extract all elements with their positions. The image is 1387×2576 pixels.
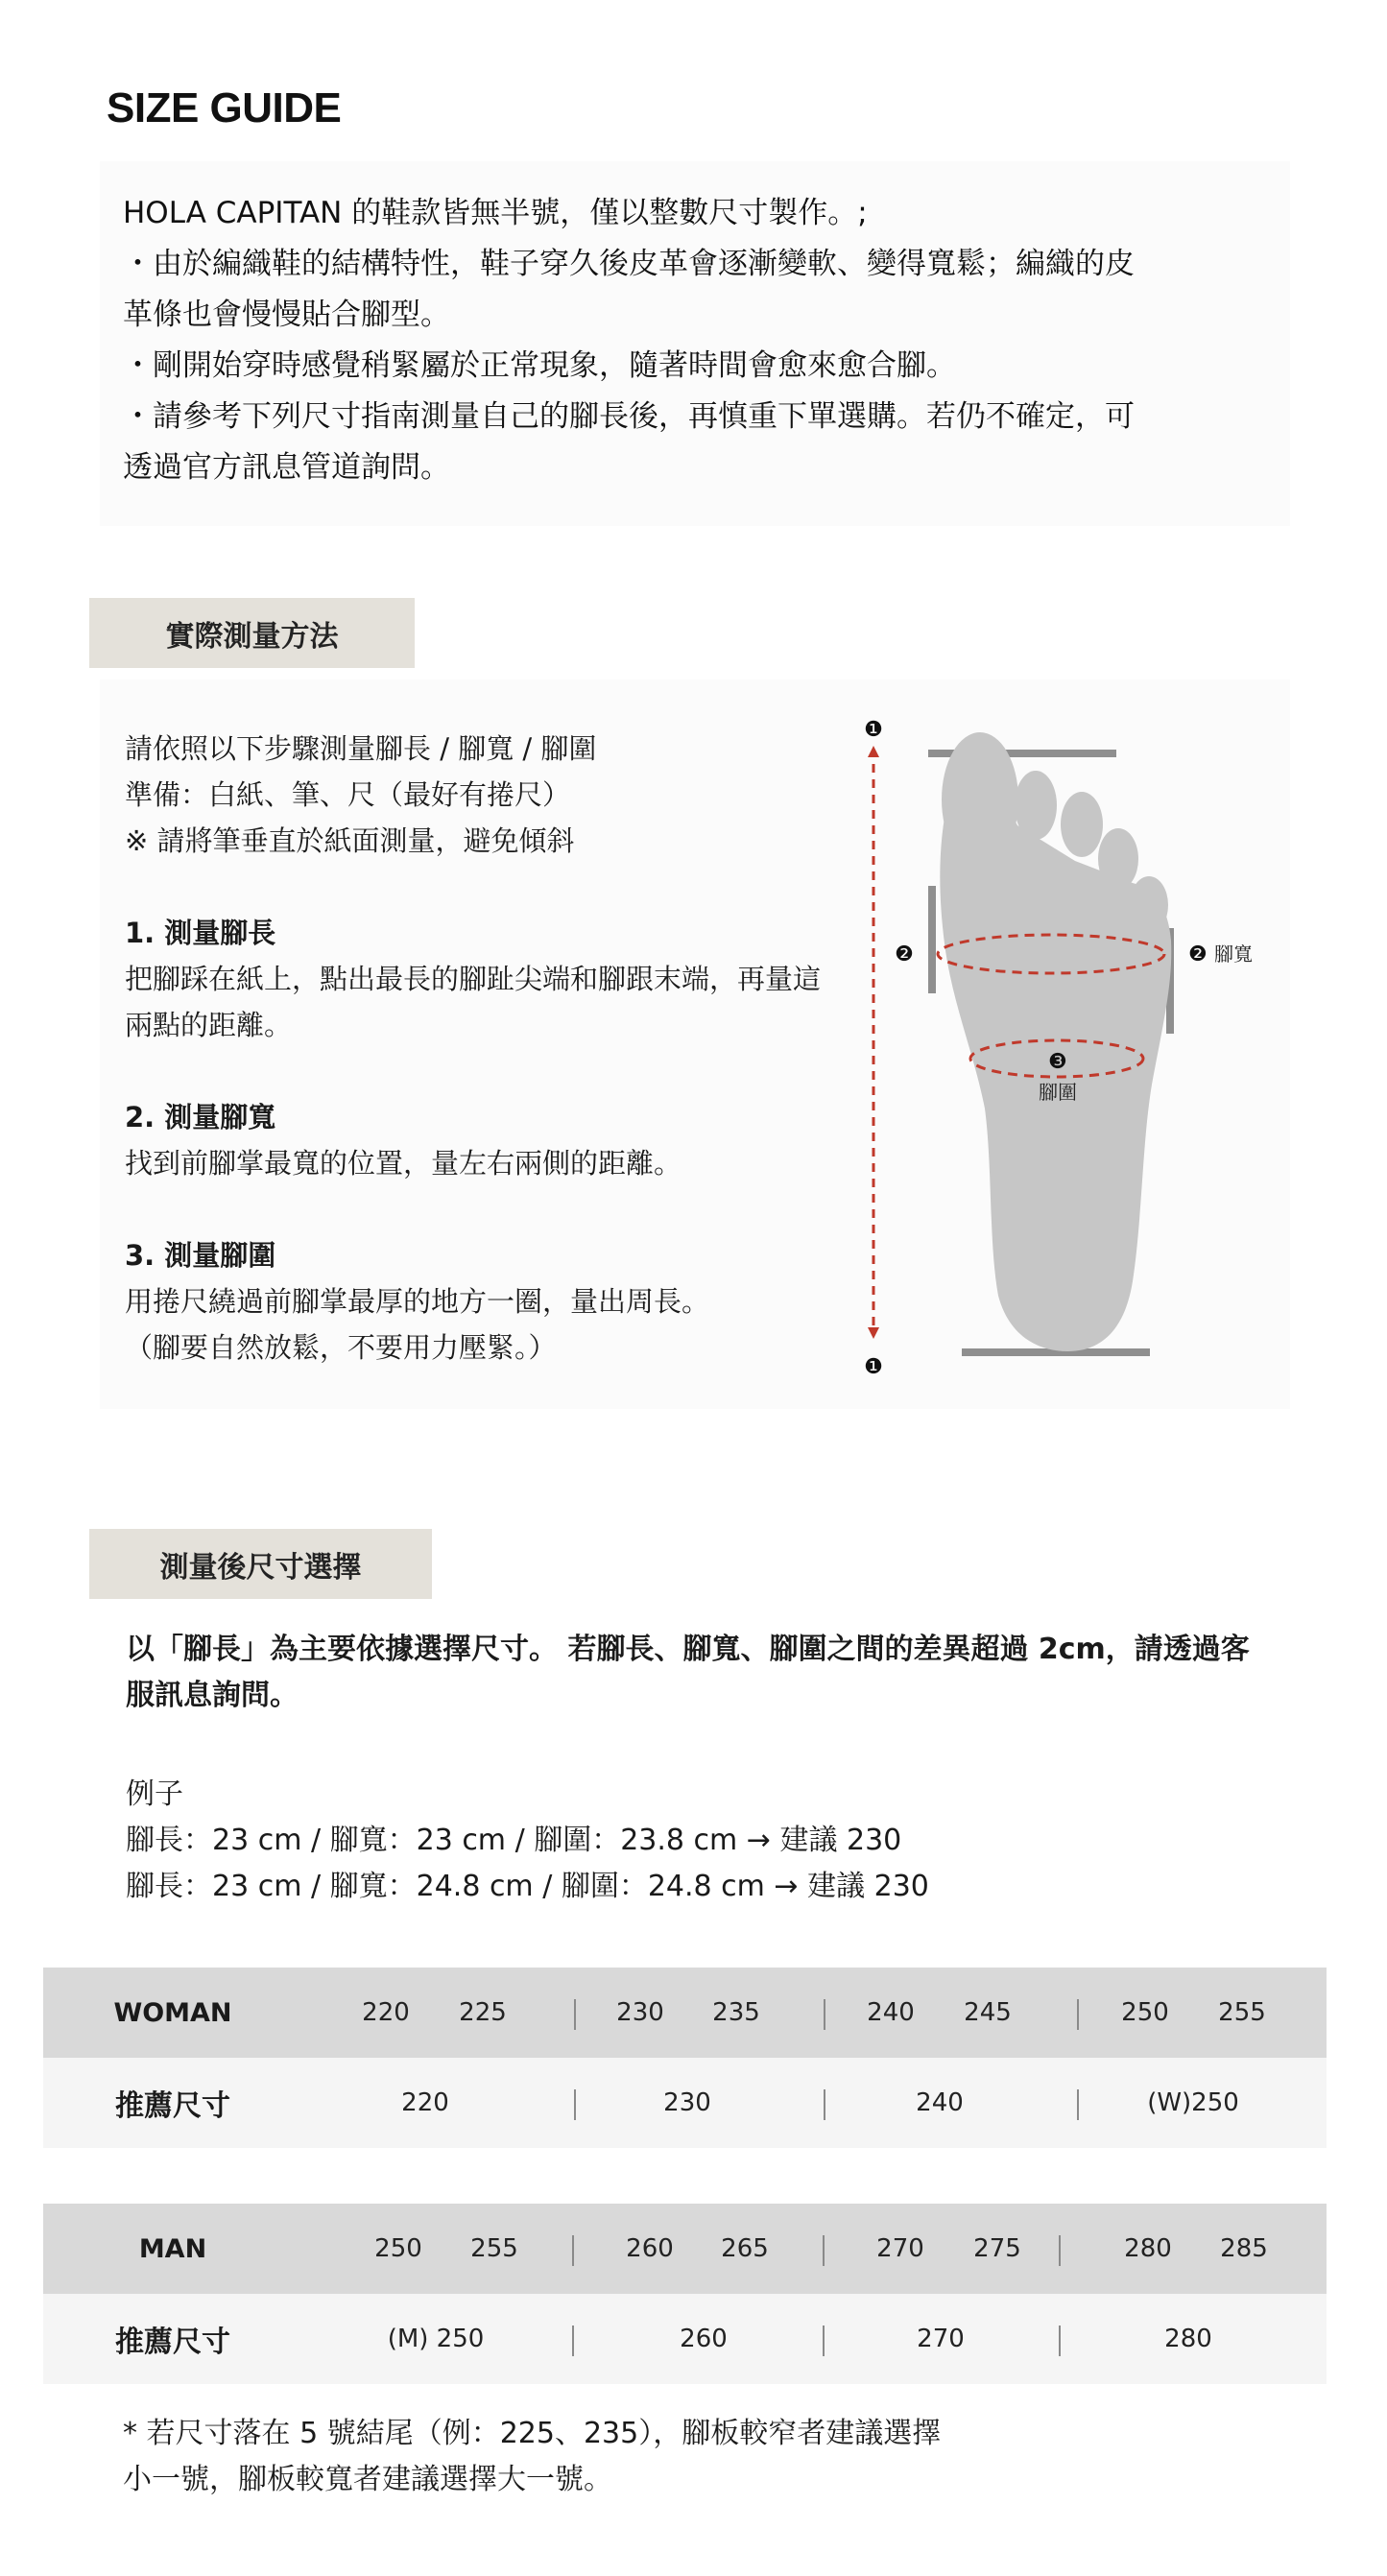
column-divider [1077, 1999, 1079, 2030]
man-header-label: MAN [138, 2233, 207, 2264]
example-line: 腳長：23 cm / 腳寬：24.8 cm / 腳圍：24.8 cm → 建議 230 [126, 1870, 929, 1903]
measure-line: ※ 請將筆垂直於紙面測量，避免傾斜 [125, 824, 575, 857]
selection-rule-line: 服訊息詢問。 [126, 1679, 299, 1712]
measure-line [125, 864, 893, 910]
column-divider [572, 2326, 574, 2356]
woman-recommended-cell: (W)250 [1147, 2088, 1239, 2117]
man-recommended-label: 推薦尺寸 [115, 2326, 230, 2359]
column-divider [824, 1999, 825, 2030]
woman-size-cell: 240 [867, 1998, 915, 2027]
intro-text [123, 188, 1255, 493]
woman-recommended-cell: 220 [401, 2088, 449, 2117]
measure-line: 準備：白紙、筆、尺（最好有捲尺） [125, 778, 571, 811]
size-note [123, 2411, 941, 2503]
girth-label: 腳圍 [1039, 1081, 1077, 1104]
woman-size-table [43, 1968, 1327, 2148]
man-size-cell: 280 [1124, 2234, 1172, 2263]
column-divider [823, 2235, 825, 2266]
column-divider [572, 2235, 574, 2266]
man-recommended-cell: 270 [917, 2325, 965, 2353]
examples-heading: 例子 [126, 1777, 183, 1811]
man-size-cell: 260 [626, 2234, 674, 2263]
column-divider [823, 2326, 825, 2356]
measure-step-heading: 2. 測量腳寬 [125, 1101, 276, 1133]
column-divider [574, 2089, 576, 2120]
length-marker-bottom: ❶ [864, 1355, 883, 1379]
man-size-cell: 265 [721, 2234, 769, 2263]
section-tab-measurement: 實際測量方法 [89, 598, 415, 668]
column-divider [824, 2089, 825, 2120]
measure-line: 兩點的距離。 [125, 1009, 293, 1041]
measure-line: （腳要自然放鬆，不要用力壓緊。） [125, 1331, 557, 1364]
man-size-table [43, 2204, 1327, 2384]
measure-line: 請依照以下步驟測量腳長 / 腳寬 / 腳圍 [125, 732, 597, 765]
man-recommended-cell: 260 [680, 2325, 728, 2353]
examples-block [126, 1772, 929, 1910]
woman-size-cell: 250 [1121, 1998, 1169, 2027]
measure-step-heading: 1. 測量腳長 [125, 917, 276, 949]
size-selection-intro [126, 1627, 1297, 1719]
intro-line: 透過官方訊息管道詢問。 [123, 450, 450, 485]
note-line: * 若尺寸落在 5 號結尾（例：225、235），腳板較窄者建議選擇 [123, 2417, 942, 2450]
measure-line: 用捲尺繞過前腳掌最厚的地方一圈，量出周長。 [125, 1285, 710, 1318]
foot-measurement-diagram [845, 705, 1286, 1387]
man-size-cell: 275 [973, 2234, 1021, 2263]
man-recommended-row [43, 2294, 1327, 2384]
woman-size-header-row [43, 1968, 1327, 2058]
intro-line: HOLA CAPITAN 的鞋款皆無半號，僅以整數尺寸製作。; [123, 196, 868, 230]
woman-recommended-cell: 240 [916, 2088, 964, 2117]
measure-line [125, 1048, 893, 1094]
woman-recommended-label: 推薦尺寸 [115, 2089, 230, 2123]
man-size-cell: 285 [1220, 2234, 1268, 2263]
measurement-instructions [125, 726, 893, 1371]
man-recommended-cell: 280 [1164, 2325, 1212, 2353]
man-size-cell: 255 [470, 2234, 518, 2263]
foot-sole-shape [940, 732, 1171, 1351]
column-divider [1059, 2326, 1061, 2356]
woman-size-cell: 220 [362, 1998, 410, 2027]
intro-line: 革條也會慢慢貼合腳型。 [123, 298, 450, 332]
example-line: 腳長：23 cm / 腳寬：23 cm / 腳圍：23.8 cm → 建議 230 [126, 1824, 902, 1857]
length-arrow-up [868, 746, 879, 757]
man-size-cell: 250 [374, 2234, 422, 2263]
man-size-header-row [43, 2204, 1327, 2294]
width-left-bar [928, 886, 936, 993]
woman-recommended-cell: 230 [663, 2088, 711, 2117]
width-marker-right: ❷ [1188, 942, 1208, 966]
width-marker-left: ❷ [895, 942, 914, 966]
measure-line: 把腳踩在紙上，點出最長的腳趾尖端和腳跟末端，再量這 [125, 963, 822, 995]
page-title: SIZE GUIDE [107, 84, 342, 131]
length-arrow-down [868, 1327, 879, 1339]
woman-recommended-row [43, 2058, 1327, 2148]
man-size-cell: 270 [876, 2234, 924, 2263]
intro-line: ・剛開始穿時感覺稍緊屬於正常現象，隨著時間會愈來愈合腳。 [123, 348, 956, 383]
intro-line: ・請參考下列尺寸指南測量自己的腳長後，再慎重下單選購。若仍不確定，可 [123, 399, 1135, 434]
length-marker-top: ❶ [864, 718, 883, 742]
man-recommended-cell: (M) 250 [387, 2325, 485, 2353]
measure-line: 找到前腳掌最寬的位置，量左右兩側的距離。 [125, 1147, 682, 1180]
intro-line: ・由於編織鞋的結構特性，鞋子穿久後皮革會逐漸變軟、變得寬鬆；編織的皮 [123, 247, 1135, 281]
column-divider [1059, 2235, 1061, 2266]
section-tab-size-selection: 測量後尺寸選擇 [89, 1529, 432, 1599]
measure-line [125, 1186, 893, 1232]
column-divider [1077, 2089, 1079, 2120]
note-line: 小一號，腳板較寬者建議選擇大一號。 [123, 2463, 612, 2496]
woman-size-cell: 245 [964, 1998, 1012, 2027]
woman-size-cell: 225 [459, 1998, 507, 2027]
woman-size-cell: 255 [1218, 1998, 1266, 2027]
girth-marker: ❸ [1048, 1050, 1067, 1074]
measure-step-heading: 3. 測量腳圍 [125, 1239, 276, 1272]
woman-size-cell: 230 [616, 1998, 664, 2027]
width-label: 腳寬 [1214, 942, 1253, 966]
column-divider [574, 1999, 576, 2030]
selection-rule-line: 以「腳長」為主要依據選擇尺寸。 若腳長、腳寬、腳圍之間的差異超過 2cm，請透過客 [126, 1633, 1250, 1666]
woman-size-cell: 235 [712, 1998, 760, 2027]
woman-header-label: WOMAN [113, 1997, 232, 2028]
